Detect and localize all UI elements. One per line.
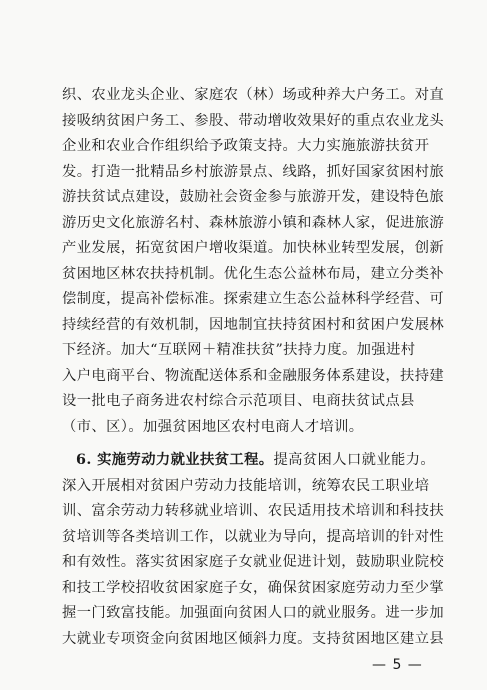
- section-first-line: [62, 448, 434, 474]
- text-line: 深入开展相对贫困户劳动力技能培训，统筹农民工职业培: [62, 477, 430, 494]
- section-heading-rest: 提高贫困人口就业能力。: [273, 452, 436, 468]
- text-line: 握一门致富技能。加强面向贫困人口的就业服务。进一步加: [62, 605, 445, 621]
- text-line: 织、农业龙头企业、家庭农（林）场或种养大户务工。对直: [62, 87, 445, 103]
- text-line: 游历史文化旅游名村、森林旅游小镇和森林人家，促进旅游: [62, 214, 445, 231]
- text-line: 产业发展，拓宽贫困户增收渠道。加快林业转型发展，创新: [62, 240, 445, 256]
- text-line: 大就业专项资金向贫困地区倾斜力度。支持贫困地区建立县: [62, 630, 445, 647]
- text-line: 持续经营的有效机制，因地制宜扶持贫困村和贫困户发展林: [62, 316, 445, 333]
- text-line: 贫培训等各类培训工作，以就业为导向，提高培训的针对性: [62, 528, 445, 545]
- text-line: 接吸纳贫困户务工、参股、带动增收效果好的重点农业龙头: [62, 112, 445, 129]
- body-text: [62, 83, 445, 652]
- text-line: （市、区）。加强贫困地区农村电商人才培训。: [62, 418, 364, 435]
- section-heading: 6. 实施劳动力就业扶贫工程。: [76, 452, 274, 468]
- text-line: 训、富余劳动力转移就业培训、农民适用技术培训和科技扶: [62, 503, 445, 519]
- text-line: 偿制度，提高补偿标准。探索建立生态公益林科学经营、可: [62, 291, 445, 307]
- text-line: 设一批电子商务进农村综合示范项目、电商扶贫试点县: [62, 393, 415, 409]
- text-line: 和技工学校招收贫困家庭子女，确保贫困家庭劳动力至少掌: [62, 579, 445, 596]
- text-line: 下经济。加大“互联网＋精准扶贫”扶持力度。加强进村: [62, 342, 416, 358]
- text-line: 发。打造一批精品乡村旅游景点、线路，抓好国家贫困村旅: [62, 163, 445, 180]
- text-line: 贫困地区林农扶持机制。优化生态公益林布局，建立分类补: [62, 265, 445, 282]
- text-line: 和有效性。落实贫困家庭子女就业促进计划，鼓励职业院校: [62, 554, 445, 570]
- text-line: 入户电商平台、物流配送体系和金融服务体系建设，扶持建: [62, 367, 445, 384]
- page-number: — 5 —: [372, 657, 423, 673]
- text-line: 企业和农业合作组织给予政策支持。大力实施旅游扶贫开: [62, 138, 430, 154]
- text-line: 游扶贫试点建设，鼓励社会资金参与旅游开发，建设特色旅: [62, 189, 445, 205]
